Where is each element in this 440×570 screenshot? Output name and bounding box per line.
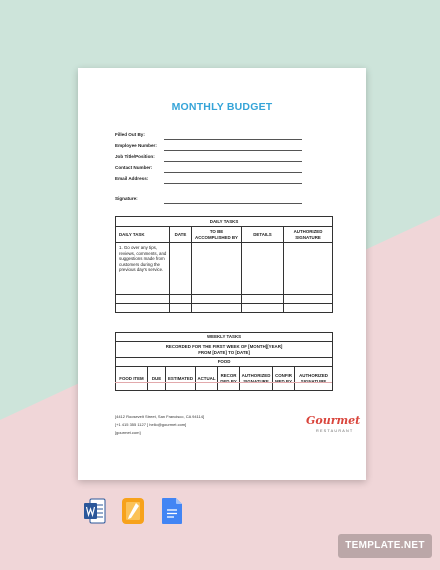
table-cell [284, 243, 333, 295]
table-cell [170, 243, 192, 295]
field-label-job-title: Job Title/Position: [115, 154, 155, 159]
footer-address: [4412 Roosevelt Street, San Francisco, CA 94114] [115, 414, 205, 419]
daily-tasks-title: DAILY TASKS [116, 217, 333, 227]
field-label-filled-out-by: Filled Out By: [115, 132, 145, 137]
table-cell [284, 304, 333, 313]
header-authorized-signature: AUTHORIZED SIGNATURE [284, 227, 333, 243]
gourmet-logo-tagline: RESTAURANT [316, 429, 354, 433]
table-cell [192, 295, 242, 304]
table-cell [242, 304, 284, 313]
app-icon-row [84, 498, 194, 524]
google-docs-icon[interactable] [162, 498, 182, 524]
weekly-recorded-period [116, 342, 333, 358]
table-cell [116, 304, 170, 313]
daily-tasks-table [115, 216, 333, 313]
table-cell [192, 243, 242, 295]
field-line-employee-number [164, 150, 302, 151]
field-line-filled-out-by [164, 139, 302, 140]
header-authorized-signature: AUTHORIZED SIGNATURE [240, 367, 273, 391]
field-line-contact-number [164, 172, 302, 173]
gourmet-logo: Gourmet [306, 414, 361, 427]
document-title: MONTHLY BUDGET [171, 101, 273, 113]
field-line-job-title [164, 161, 302, 162]
weekly-tasks-title: WEEKLY TASKS [116, 333, 333, 342]
table-cell [284, 295, 333, 304]
header-details: DETAILS [242, 227, 284, 243]
table-cell [242, 295, 284, 304]
signature-label: Signature: [115, 196, 138, 201]
daily-task-cell: 1. Go over any tips, reviews, comments, and suggestions made from customers during the previous day's service. [116, 243, 170, 295]
word-icon[interactable] [84, 498, 106, 524]
table-cell [170, 304, 192, 313]
signature-line [164, 203, 302, 204]
pages-icon[interactable] [122, 498, 144, 524]
header-authorized-signature-2: AUTHORIZED SIGNATURE [295, 367, 333, 391]
header-confirmed-by: CONFIR MED BY [273, 367, 295, 391]
footer-website: [gourmet.com] [115, 430, 141, 435]
recorded-line-2: FROM [DATE] TO [DATE] [198, 349, 250, 355]
recorded-line-1: RECORDED FOR THE FIRST WEEK OF [MONTH][YEAR] [165, 343, 283, 349]
table-cell [170, 295, 192, 304]
weekly-food-section: FOOD [116, 358, 333, 367]
header-date: DATE [170, 227, 192, 243]
field-line-email-address [164, 183, 302, 184]
header-actual: ACTUAL [196, 367, 218, 391]
field-label-employee-number: Employee Number: [115, 143, 157, 148]
header-estimated: ESTIMATED [166, 367, 196, 391]
field-label-email-address: Email Address: [115, 176, 149, 181]
document-page [78, 68, 366, 480]
footer-contact: [+1 415 355 1127 ] hello@gourmet.com] [115, 422, 187, 427]
table-cell [192, 304, 242, 313]
header-to-be-accomplished-by: TO BE ACCOMPLISHED BY [192, 227, 242, 243]
header-food-item: FOOD ITEM [116, 367, 148, 391]
header-daily-task: DAILY TASK [116, 227, 170, 243]
template-net-watermark: TEMPLATE.NET [338, 534, 432, 558]
table-cell [116, 295, 170, 304]
header-recorded-by: RECOR DED BY [218, 367, 240, 391]
header-due: DUE [148, 367, 166, 391]
table-cell [242, 243, 284, 295]
footer-divider [115, 382, 332, 383]
field-label-contact-number: Contact Number: [115, 165, 153, 170]
